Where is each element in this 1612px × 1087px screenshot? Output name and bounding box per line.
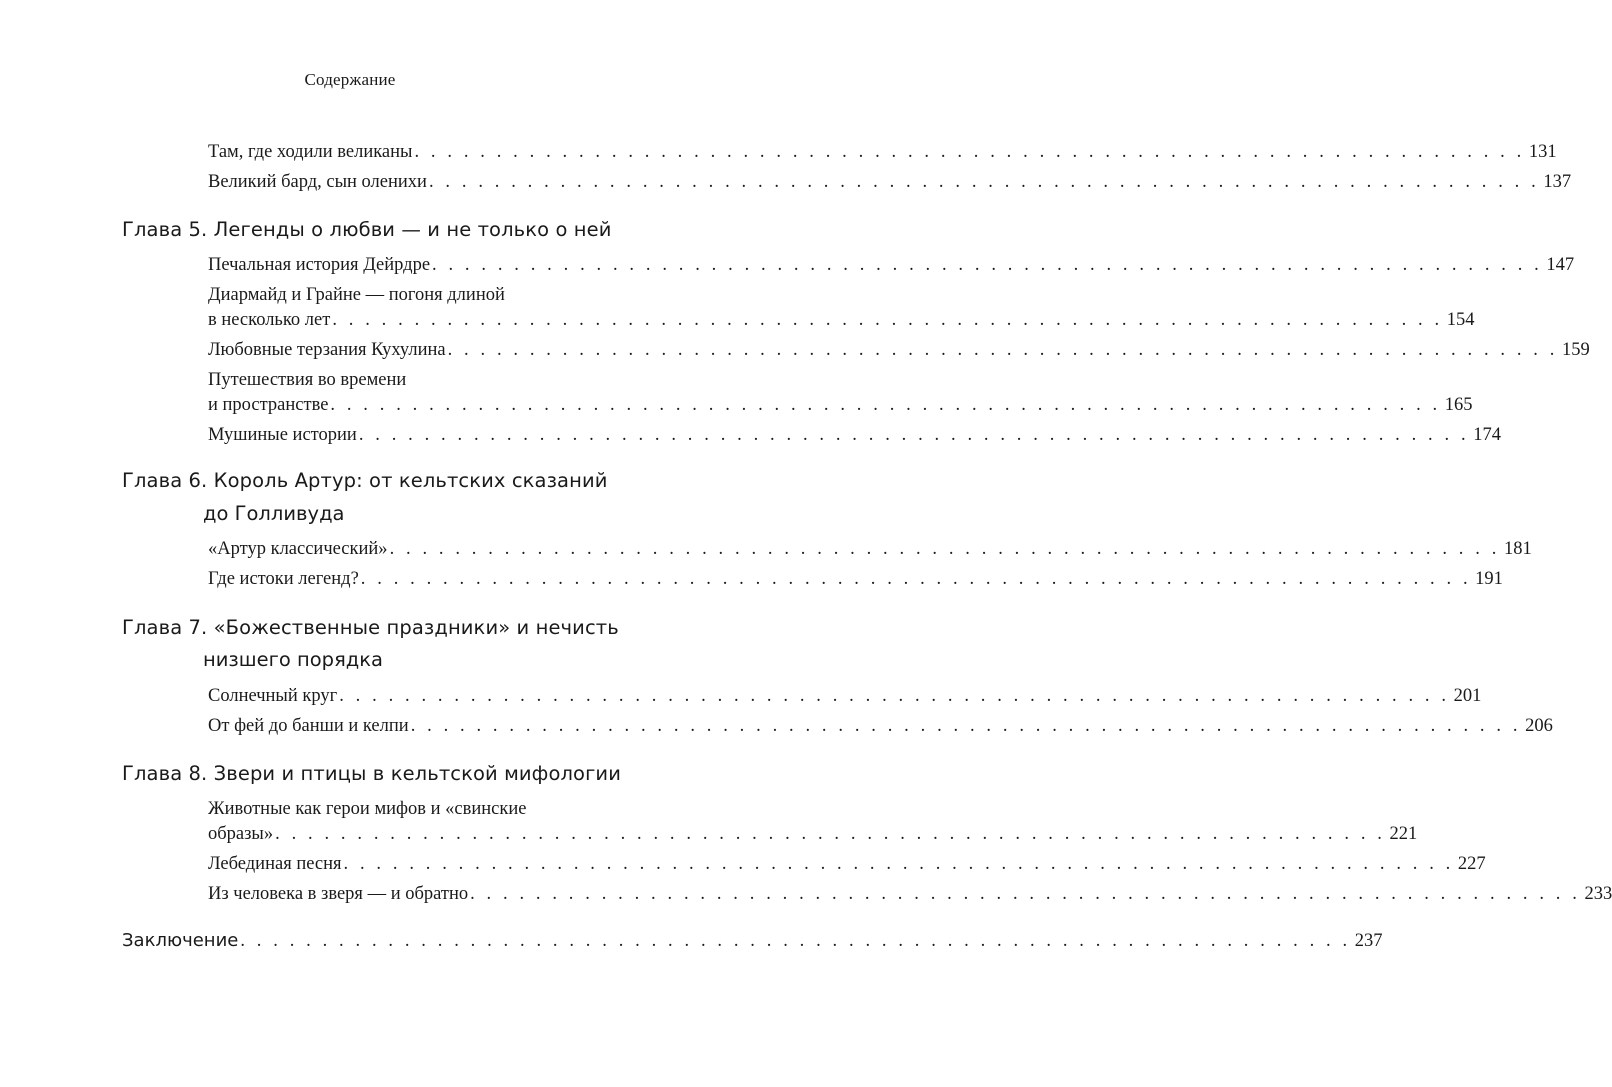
chapter-heading-7[interactable]: Глава 7. «Божественные праздники» и нечисть	[122, 616, 619, 639]
dot-leader: . . . . . . . . . . . . . . . . . . . . . . . . . . . . . . . . . . . . . . . . . . . . . . . . . . . . . . . . . . . . . . . . . . . .	[428, 172, 1540, 192]
entry-title: Любовные терзания Кухулина	[208, 340, 446, 360]
entry-title: в несколько лет	[208, 310, 331, 330]
toc-entry[interactable]	[208, 567, 1503, 591]
entry-title: Солнечный круг	[208, 686, 338, 706]
toc-entry[interactable]	[208, 170, 1572, 194]
dot-leader: . . . . . . . . . . . . . . . . . . . . . . . . . . . . . . . . . . . . . . . . . . . . . . . . . . . . . . . . . . . . . . . . . . . .	[410, 716, 1522, 736]
page-number: 147	[1546, 255, 1575, 275]
dot-leader: . . . . . . . . . . . . . . . . . . . . . . . . . . . . . . . . . . . . . . . . . . . . . . . . . . . . . . . . . . . . . . . . . . . .	[447, 340, 1558, 360]
toc-entry[interactable]	[208, 852, 1486, 876]
entry-title: Заключение	[122, 930, 239, 951]
running-head: Содержание	[304, 70, 396, 89]
page-number: 159	[1561, 340, 1590, 360]
chapter-heading-5[interactable]: Глава 5. Легенды о любви — и не только о ней	[122, 218, 612, 241]
toc-entry-conclusion[interactable]	[122, 929, 1383, 953]
dot-leader: . . . . . . . . . . . . . . . . . . . . . . . . . . . . . . . . . . . . . . . . . . . . . . . . . . . . . . . . . . . . . . . . . . . .	[330, 395, 1441, 415]
entry-title: Печальная история Дейрдре	[208, 255, 431, 275]
page-number: 227	[1457, 854, 1486, 874]
entry-title: Там, где ходили великаны	[208, 142, 413, 162]
entry-title-line[interactable]: Животные как герои мифов и «свинские	[208, 799, 527, 819]
chapter-heading-6-cont[interactable]: до Голливуда	[203, 502, 345, 525]
toc-entry[interactable]	[208, 140, 1557, 164]
chapter-heading-7-cont[interactable]: низшего порядка	[203, 648, 384, 671]
toc-entry[interactable]	[208, 684, 1482, 708]
chapter-heading-6[interactable]: Глава 6. Король Артур: от кельтских сказаний	[122, 469, 608, 492]
entry-title-line[interactable]: Диармайд и Грайне — погоня длиной	[208, 285, 505, 305]
entry-title: Из человека в зверя — и обратно	[208, 884, 469, 904]
entry-title: «Артур классический»	[208, 539, 388, 559]
entry-title: Лебединая песня	[208, 854, 342, 874]
toc-entry[interactable]	[208, 423, 1501, 447]
page-number: 233	[1584, 884, 1612, 904]
page-number: 137	[1543, 172, 1572, 192]
page-number: 165	[1444, 395, 1473, 415]
entry-title: Где истоки легенд?	[208, 569, 359, 589]
entry-title: Мушиные истории	[208, 425, 357, 445]
dot-leader: . . . . . . . . . . . . . . . . . . . . . . . . . . . . . . . . . . . . . . . . . . . . . . . . . . . . . . . . . . . . . . . . . . . .	[432, 255, 1543, 275]
page-number: 174	[1473, 425, 1501, 445]
dot-leader: . . . . . . . . . . . . . . . . . . . . . . . . . . . . . . . . . . . . . . . . . . . . . . . . . . . . . . . . . . . . . . . . . . . .	[360, 569, 1472, 589]
dot-leader: . . . . . . . . . . . . . . . . . . . . . . . . . . . . . . . . . . . . . . . . . . . . . . . . . . . . . . . . . . . . . . . . . . . .	[358, 425, 1470, 445]
toc-entry[interactable]	[208, 308, 1475, 332]
dot-leader: . . . . . . . . . . . . . . . . . . . . . . . . . . . . . . . . . . . . . . . . . . . . . . . . . . . . . . . . . . . . . . . . . . . .	[339, 686, 1450, 706]
page-number: 221	[1389, 824, 1418, 844]
dot-leader: . . . . . . . . . . . . . . . . . . . . . . . . . . . . . . . . . . . . . . . . . . . . . . . . . . . . . . . . . . . . . . . . . . . .	[470, 884, 1581, 904]
entry-title: Великий бард, сын оленихи	[208, 172, 427, 192]
page-number: 154	[1446, 310, 1475, 330]
toc-entry[interactable]	[208, 882, 1612, 906]
entry-title: образы»	[208, 824, 274, 844]
toc-entry[interactable]	[208, 714, 1553, 738]
dot-leader: . . . . . . . . . . . . . . . . . . . . . . . . . . . . . . . . . . . . . . . . . . . . . . . . . . . . . . . . . . . . . . . . . . . .	[332, 310, 1443, 330]
page-number: 201	[1453, 686, 1482, 706]
page-number: 181	[1503, 539, 1532, 559]
entry-title: и пространстве	[208, 395, 329, 415]
dot-leader: . . . . . . . . . . . . . . . . . . . . . . . . . . . . . . . . . . . . . . . . . . . . . . . . . . . . . . . . . . . . . . . . . . . .	[389, 539, 1500, 559]
toc-entry[interactable]	[208, 537, 1532, 561]
dot-leader: . . . . . . . . . . . . . . . . . . . . . . . . . . . . . . . . . . . . . . . . . . . . . . . . . . . . . . . . . . . . . . . . . . . .	[275, 824, 1386, 844]
page-number: 131	[1528, 142, 1557, 162]
toc-entry[interactable]	[208, 822, 1418, 846]
dot-leader: . . . . . . . . . . . . . . . . . . . . . . . . . . . . . . . . . . . . . . . . . . . . . . . . . . . . . . . . . . . . . . . . . . . .	[414, 142, 1525, 162]
entry-title-line[interactable]: Путешествия во времени	[208, 370, 407, 390]
page-number: 237	[1354, 931, 1383, 951]
page-number: 206	[1525, 716, 1553, 736]
chapter-heading-8[interactable]: Глава 8. Звери и птицы в кельтской мифологии	[122, 762, 621, 785]
toc-entry[interactable]	[208, 253, 1575, 277]
page-number: 191	[1475, 569, 1503, 589]
entry-title: От фей до банши и келпи	[208, 716, 409, 736]
toc-entry[interactable]	[208, 393, 1473, 417]
dot-leader: . . . . . . . . . . . . . . . . . . . . . . . . . . . . . . . . . . . . . . . . . . . . . . . . . . . . . . . . . . . . . . . . . . . .	[343, 854, 1454, 874]
dot-leader: . . . . . . . . . . . . . . . . . . . . . . . . . . . . . . . . . . . . . . . . . . . . . . . . . . . . . . . . . . . . . . . . . . . .	[240, 931, 1351, 951]
toc-entry[interactable]	[208, 338, 1590, 362]
